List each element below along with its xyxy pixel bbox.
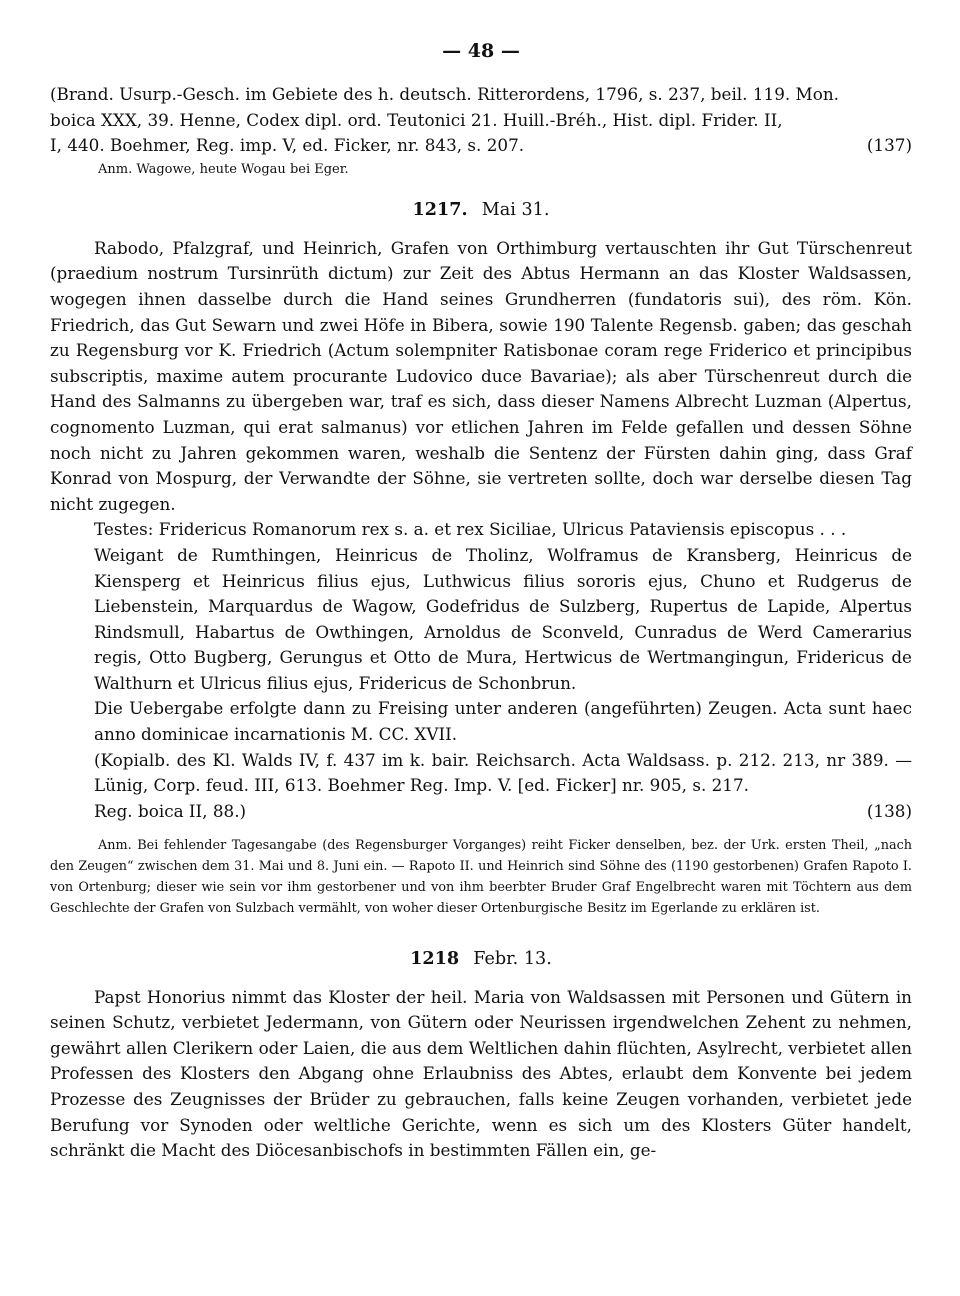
entry-body	[50, 985, 912, 1164]
entry-year: 1218	[410, 947, 460, 969]
testes-first-line: Testes: Fridericus Romanorum rex s. a. et rex Siciliae, Ulricus Pataviensis episcopus . . .	[94, 519, 847, 540]
entry-text: Papst Honorius nimmt das Kloster der heil. Maria von Waldsassen mit Personen und Gütern in seinen Schutz, verbietet Jedermann, von Gütern oder Neurissen irgendwelchen Zehent zu nehmen, gewährt allen Clerikern oder Laien, die aus dem Weltlichen dahin flüchten, Asylrecht, verbietet allen Professen des Klosters den Abgang ohne Erlaubniss des Abtes, erlaubt dem Konvente bei jedem Prozesse des Zeugnisses der Brüder zu gebrauchen, falls keine Zeugen vorhanden, verbietet jede Berufung vor Synoden oder weltliche Gerichte, wenn es sich um des Klosters Güter handelt, schränkt die Macht des Diöcesanbischofs in bestimmten Fällen ein, ge-	[50, 986, 912, 1161]
citation-text: I, 440. Boehmer, Reg. imp. V, ed. Ficker, nr. 843, s. 207.	[50, 135, 525, 156]
footnote	[50, 836, 912, 919]
uebergabe-text: Die Uebergabe erfolgte dann zu Freising unter anderen (angeführten) Zeugen. Acta sunt haec anno dominicae incarnationis M. CC. XVII.	[94, 698, 912, 745]
entry-number: (138)	[866, 800, 912, 821]
page-number: — 48 —	[442, 40, 520, 62]
citation-last-line	[50, 133, 912, 159]
entry-day: Febr. 13.	[473, 948, 552, 969]
entry-date	[50, 199, 912, 220]
entry-year: 1217.	[412, 198, 468, 220]
citation-line: boica XXX, 39. Henne, Codex dipl. ord. Teutonici 21. Huill.-Bréh., Hist. dipl. Frider. II,	[50, 109, 783, 130]
entry-day: Mai 31.	[481, 199, 550, 220]
sources-text: (Kopialb. des Kl. Walds IV, f. 437 im k. bair. Reichsarch. Acta Waldsass. p. 212. 213, nr 389. — Lünig, Corp. feud. III, 613. Boehmer Reg. Imp. V. [ed. Ficker] nr. 905, s. 217.	[94, 749, 912, 796]
entry-body	[50, 236, 912, 920]
top-citation	[50, 82, 912, 181]
citation-line: (Brand. Usurp.-Gesch. im Gebiete des h. deutsch. Ritterordens, 1796, s. 237, beil. 119. Mon.	[50, 84, 839, 104]
footnote: Anm. Wagowe, heute Wogau bei Eger.	[98, 161, 349, 177]
entry-date	[50, 948, 912, 969]
sources-last-line	[50, 799, 912, 825]
entry-text: Rabodo, Pfalzgraf, und Heinrich, Grafen von Orthimburg vertauschten ihr Gut Türschenreut (praedium nostrum Tursinrüth dictum) zur Zeit des Abtus Hermann an das Kloster Waldsassen, wogegen ihnen dasselbe durch die Hand seines Grundherren (fundatoris sui), des röm. Kön. Friedrich, das Gut Sewarn und zwei Höfe in Bibera, sowie 190 Talente Regensb. gaben; das geschah zu Regensburg vor K. Friedrich (Actum solempniter Ratisbonae coram rege Friderico et principibus subscriptis, maxime autem procurante Ludovico duce Bavariae); als aber Türschenreut durch die Hand des Salmanns zu übergeben war, traf es sich, dass dieser Namens Albrecht Luzman (Alpertus, cognomento Luzman, qui erat salmanus) vor etlichen Jahren im Felde gefallen und dessen Söhne noch nicht zu Jahren gekommen waren, weshalb die Sentenz der Fürsten dahin ging, dass Graf Konrad von Mospurg, der Verwandte der Söhne, sie vertreten sollte, doch war derselbe diesen Tag nicht zugegen.	[50, 237, 912, 514]
testes-list: Weigant de Rumthingen, Heinricus de Tholinz, Wolframus de Kransberg, Heinricus de Kiensperg et Heinricus filius ejus, Luthwicus filius sororis ejus, Chuno et Rudgerus de Liebenstein, Marquardus de Wagow, Godefridus de Sulzberg, Rupertus de Lapide, Alpertus Rindsmull, Habartus de Owthingen, Arnoldus de Sconveld, Cunradus de Werd Camerarius regis, Otto Bugberg, Gerungus et Otto de Mura, Hertwicus de Wertmangingun, Fridericus de Walthurn et Ulricus filius ejus, Fridericus de Schonbrun.	[94, 544, 912, 693]
entry-number: (137)	[866, 135, 912, 156]
sources-end: Reg. boica II, 88.)	[94, 800, 247, 821]
footnote-text: Anm. Bei fehlender Tagesangabe (des Regensburger Vorganges) reiht Ficker denselben, bez. der Urk. ersten Theil, „nach den Zeugen“ zwischen dem 31. Mai und 8. Juni ein. — Rapoto II. und Heinrich sind Söhne des (1190 gestorbenen) Grafen Rapoto I. von Ortenburg; dieser wie sein vor ihm gestorbener und von ihm beerbter Bruder Graf Engelbrecht waren mit Töchtern aus dem Geschlechte der Grafen von Sulzbach vermählt, von woher dieser Ortenburgische Besitz im Egerlande zu erklären ist.	[50, 838, 912, 916]
